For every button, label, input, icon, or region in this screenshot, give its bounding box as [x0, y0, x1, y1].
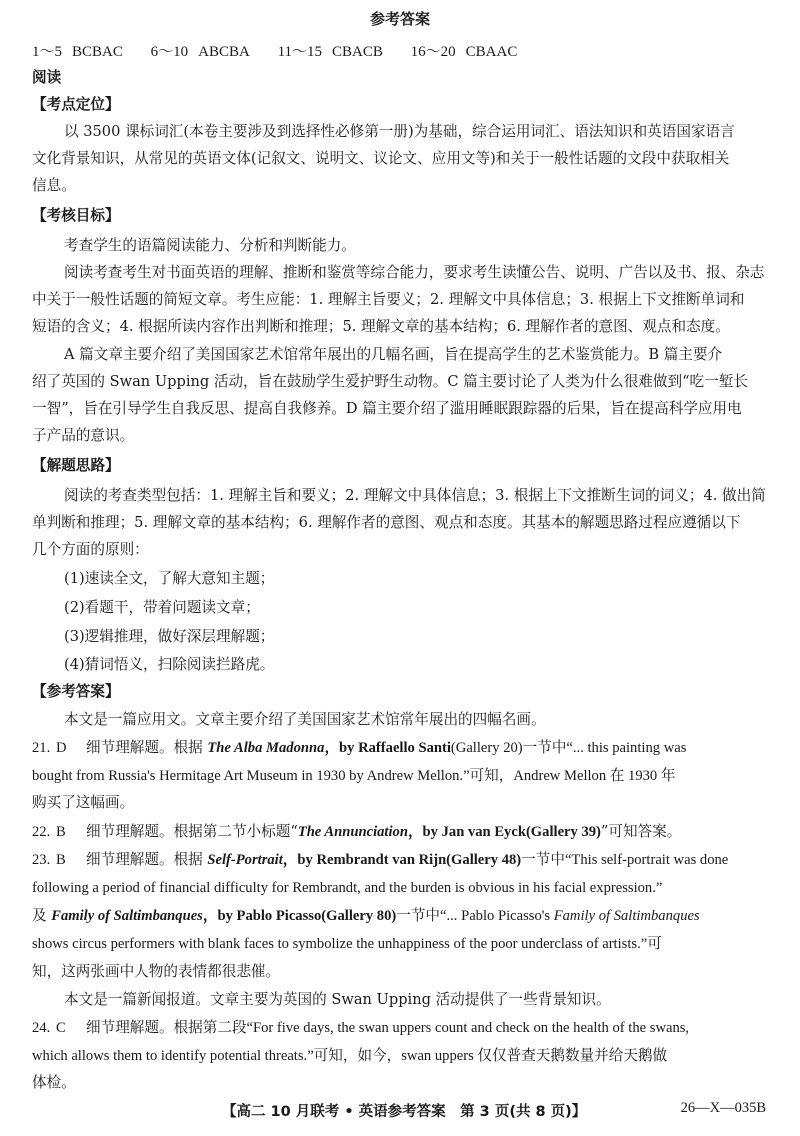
paragraph-line: 阅读考查考生对书面英语的理解、推断和鉴赏等综合能力，要求考生读懂公告、说明、广告以及书、报、杂志 — [64, 264, 765, 281]
principle-item: (1)速读全文，了解大意知主题； — [64, 570, 275, 587]
painting-title: The Alba Madonna — [207, 740, 325, 756]
painting-artist: ，by Raffaello Santi — [324, 740, 451, 756]
passage-a-intro: 本文是一篇应用文。文章主要介绍了美国国家艺术馆常年展出的四幅名画。 — [64, 711, 546, 728]
paragraph-line: 绍了英国的 Swan Upping 活动，旨在鼓励学生爱护野生动物。C 篇主要讨论了人类为什么很难做到“吃一堑长 — [32, 373, 748, 390]
question-number: 21. — [32, 740, 51, 756]
paragraph-line: 阅读的考查类型包括：1. 理解主旨和要义；2. 理解文中具体信息；3. 根据上下文推断生词的词义；4. 做出简 — [64, 487, 766, 504]
explanation-line: 体检。 — [32, 1074, 76, 1091]
page-title: 参考答案 — [369, 10, 430, 28]
paragraph-line: 中关于一般性话题的简短文章。考生应能：1. 理解主旨要义；2. 理解文中具体信息；3. 根据上下文推断单词和 — [32, 291, 745, 308]
answer-letters: CBACB — [332, 44, 383, 60]
painting-artist: ，by Jan van Eyck(Gallery 39) — [407, 824, 601, 840]
question-22 — [32, 822, 772, 842]
answer-letters: BCBAC — [72, 44, 123, 60]
painting-title: Family of Saltimbanques — [51, 908, 203, 924]
question-answer: B — [56, 852, 66, 868]
explanation-text: 一节中“This self-portrait was done — [521, 852, 729, 868]
answer-key-row — [32, 40, 772, 61]
painting-title: The Annunciation — [297, 824, 408, 840]
question-number: 22. — [32, 824, 51, 840]
paragraph-line: 信息。 — [32, 177, 76, 194]
explanation-text: 及 — [32, 907, 52, 924]
question-23 — [32, 850, 772, 870]
paragraph-line: 几个方面的原则： — [32, 541, 149, 558]
paragraph-line: 一智”，旨在引导学生自我反思、提高自我修养。D 篇主要介绍了滥用睡眠跟踪器的后果，旨在提高科学应用电 — [32, 400, 742, 417]
answer-letters: ABCBA — [198, 44, 250, 60]
paragraph-line: 以 3500 课标词汇(本卷主要涉及到选择性必修第一册)为基础，综合运用词汇、语法知识和英语国家语言 — [64, 123, 735, 140]
explanation-line — [32, 906, 772, 926]
section-heading: 【参考答案】 — [32, 683, 120, 700]
answer-range: 6～10 — [150, 44, 189, 60]
reading-heading: 阅读 — [32, 69, 62, 86]
page-footer: 【高二 10 月联考 • 英语参考答案 第 3 页(共 8 页)】 — [222, 1104, 587, 1120]
answer-range: 11～15 — [277, 44, 323, 60]
passage-b-intro: 本文是一篇新闻报道。文章主要为英国的 Swan Upping 活动提供了一些背景知识。 — [64, 991, 611, 1008]
section-heading: 【考核目标】 — [32, 207, 120, 224]
explanation-text: 一节中“... Pablo Picasso's — [396, 908, 554, 924]
explanation-text: 细节理解题。根据 — [86, 739, 208, 756]
painting-artist: ，by Pablo Picasso(Gallery 80) — [202, 908, 397, 924]
answer-range: 1～5 — [32, 44, 63, 60]
explanation-line: following a period of financial difficulty for Rembrandt, and the burden is obvious in his facial expression.” — [32, 880, 663, 896]
principle-item: (4)猜词悟义，扫除阅读拦路虎。 — [64, 656, 275, 673]
section-heading: 【考点定位】 — [32, 96, 120, 113]
answer-range: 16～20 — [410, 44, 456, 60]
question-answer: D — [56, 740, 67, 756]
paragraph-line: 考查学生的语篇阅读能力、分析和判断能力。 — [64, 237, 356, 254]
paragraph-line: 子产品的意识。 — [32, 427, 135, 444]
question-21 — [32, 738, 772, 758]
answer-letters: CBAAC — [465, 44, 518, 60]
explanation-line: bought from Russia's Hermitage Art Museum in 1930 by Andrew Mellon.”可知，Andrew Mellon 在 1930 年 — [32, 768, 676, 784]
explanation-line: which allows them to identify potential threats.”可知，如今，swan uppers 仅仅普查天鹅数量并给天鹅做 — [32, 1048, 668, 1064]
explanation-text: 细节理解题。根据 — [86, 851, 208, 868]
question-24 — [32, 1018, 772, 1038]
question-number: 23. — [32, 852, 51, 868]
question-answer: B — [56, 824, 66, 840]
explanation-text: 细节理解题。根据第二节小标题“ — [86, 823, 298, 840]
explanation-line: 购买了这幅画。 — [32, 794, 135, 811]
question-answer: C — [56, 1020, 66, 1036]
exam-code: 26—X—035B — [680, 1100, 766, 1116]
explanation-line: 知，这两张画中人物的表情都很悲催。 — [32, 963, 281, 980]
section-heading: 【解题思路】 — [32, 457, 120, 474]
painting-title: Self-Portrait — [207, 852, 283, 868]
explanation-line: shows circus performers with blank faces to symbolize the unhappiness of the poor underclass of artists.”可 — [32, 936, 662, 952]
paragraph-line: 单判断和推理；5. 理解文章的基本结构；6. 理解作者的意图、观点和态度。其基本的解题思路过程应遵循以下 — [32, 514, 741, 531]
paragraph-line: 短语的含义；4. 根据所读内容作出判断和推理；5. 理解文章的基本结构；6. 理解作者的意图、观点和态度。 — [32, 318, 730, 335]
principle-item: (3)逻辑推理，做好深层理解题； — [64, 628, 275, 645]
explanation-text: ”可知答案。 — [600, 823, 682, 840]
question-number: 24. — [32, 1020, 51, 1036]
explanation-text: (Gallery 20)一节中“... this painting was — [450, 740, 687, 756]
paragraph-line: A 篇文章主要介绍了美国国家艺术馆常年展出的几幅名画，旨在提高学生的艺术鉴赏能力。B 篇主要介 — [64, 346, 723, 363]
explanation-text: 细节理解题。根据第二段“For five days, the swan uppers count and check on the health of the swans, — [86, 1020, 690, 1036]
principle-item: (2)看题干，带着问题读文章； — [64, 599, 260, 616]
painting-title: Family of Saltimbanques — [553, 908, 700, 924]
paragraph-line: 文化背景知识，从常见的英语文体(记叙文、说明文、议论文、应用文等)和关于一般性话题的文段中获取相关 — [32, 150, 730, 167]
painting-artist: ，by Rembrandt van Rijn(Gallery 48) — [282, 852, 522, 868]
